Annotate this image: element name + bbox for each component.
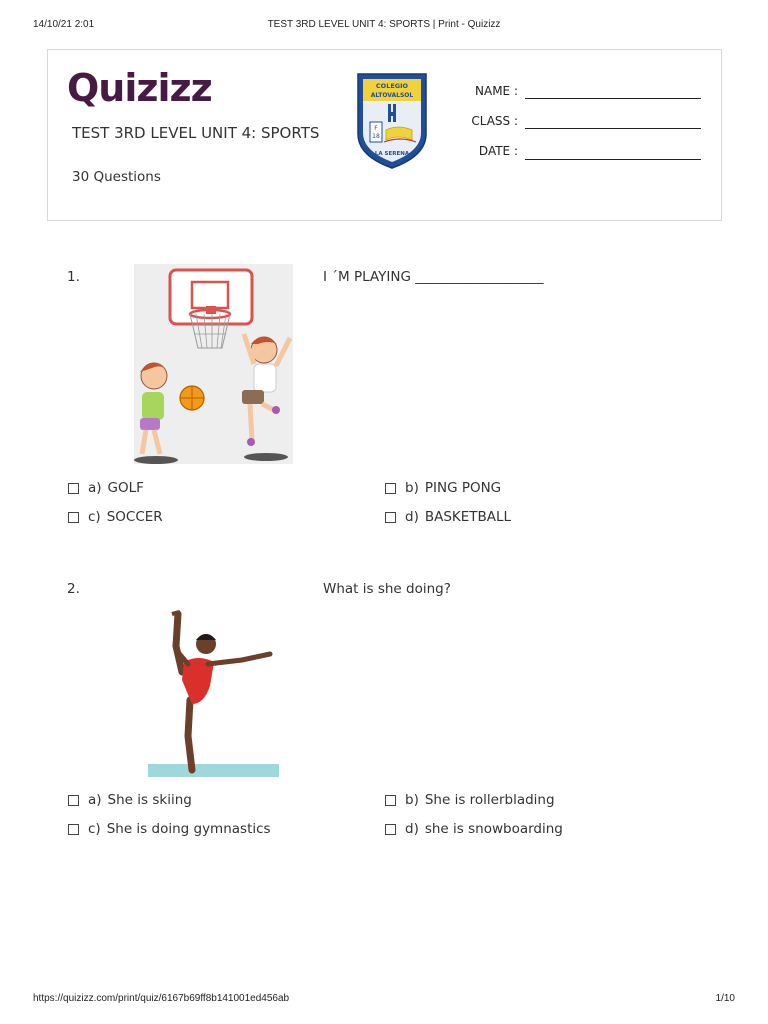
checkbox[interactable] xyxy=(385,795,396,806)
q1-option-c[interactable] xyxy=(68,508,163,526)
q1-option-a[interactable] xyxy=(68,479,144,497)
print-date: 14/10/21 2:01 xyxy=(33,19,95,30)
option-text: She is rollerblading xyxy=(424,792,555,808)
class-label: CLASS : xyxy=(471,114,518,128)
crest-text-4: 18 xyxy=(372,133,380,140)
option-letter: a) xyxy=(88,480,102,496)
crest-text-5: LA SERENA xyxy=(374,151,410,157)
checkbox[interactable] xyxy=(68,795,79,806)
option-letter: b) xyxy=(405,792,419,808)
print-url: https://quizizz.com/print/quiz/6167b69ff8b141001ed456ab xyxy=(33,993,290,1004)
crest-text-3: F xyxy=(374,125,378,132)
option-text: She is skiing xyxy=(107,792,192,808)
question-2-text: What is she doing? xyxy=(323,581,451,597)
basketball-kids-image xyxy=(134,264,293,464)
q2-option-a[interactable] xyxy=(68,791,192,809)
print-page-number: 1/10 xyxy=(715,993,735,1004)
option-text: BASKETBALL xyxy=(424,509,512,525)
option-text: She is doing gymnastics xyxy=(106,821,271,837)
checkbox[interactable] xyxy=(68,824,79,835)
option-text: SOCCER xyxy=(106,509,163,525)
question-1-number: 1. xyxy=(67,269,80,285)
option-letter: c) xyxy=(88,821,101,837)
question-count: 30 Questions xyxy=(72,169,161,185)
q2-option-c[interactable] xyxy=(68,820,271,838)
question-1-text: I ´M PLAYING ___________________ xyxy=(323,269,544,285)
date-label: DATE : xyxy=(478,144,518,158)
option-letter: b) xyxy=(405,480,419,496)
q2-option-d[interactable] xyxy=(385,820,563,838)
option-letter: d) xyxy=(405,509,419,525)
school-crest-logo xyxy=(356,72,428,170)
q2-option-b[interactable] xyxy=(385,791,555,809)
quizizz-logo: Quizizz xyxy=(67,66,212,110)
test-title: TEST 3RD LEVEL UNIT 4: SPORTS xyxy=(72,124,320,142)
option-text: PING PONG xyxy=(424,480,502,496)
option-letter: a) xyxy=(88,792,102,808)
crest-text-1: COLEGIO xyxy=(375,82,409,90)
option-letter: c) xyxy=(88,509,101,525)
option-text: GOLF xyxy=(107,480,144,496)
crest-text-2: ALTOVALSOL xyxy=(370,92,414,99)
checkbox[interactable] xyxy=(385,512,396,523)
print-title: TEST 3RD LEVEL UNIT 4: SPORTS | Print - Quizizz xyxy=(267,19,501,30)
name-label: NAME : xyxy=(475,84,518,98)
checkbox[interactable] xyxy=(68,512,79,523)
question-2-number: 2. xyxy=(67,581,80,597)
option-text: she is snowboarding xyxy=(424,821,563,837)
q1-option-d[interactable] xyxy=(385,508,511,526)
q1-option-b[interactable] xyxy=(385,479,501,497)
gymnastics-girl-image xyxy=(148,576,279,777)
checkbox[interactable] xyxy=(385,483,396,494)
option-letter: d) xyxy=(405,821,419,837)
checkbox[interactable] xyxy=(385,824,396,835)
checkbox[interactable] xyxy=(68,483,79,494)
